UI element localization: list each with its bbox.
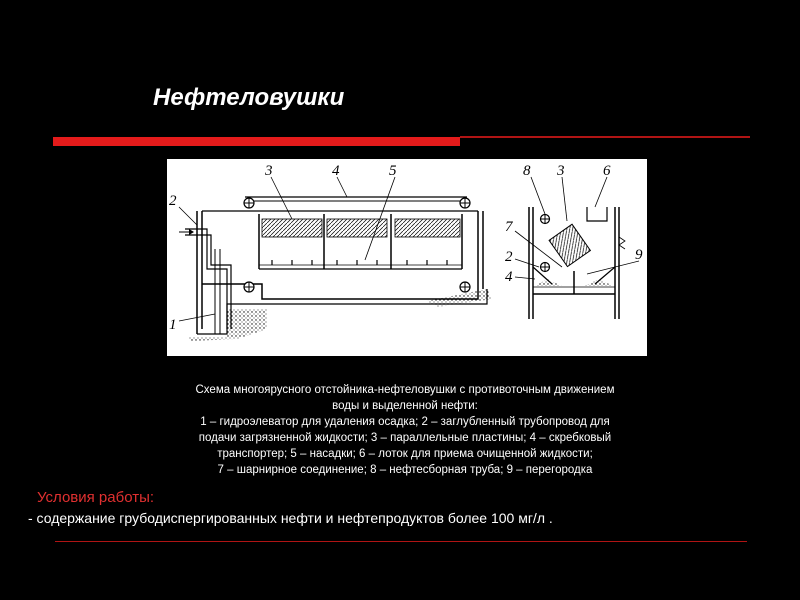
title-underline-thick (53, 137, 460, 146)
conditions-heading: Условия работы: (37, 489, 155, 506)
label-6: 6 (603, 163, 611, 179)
label-3-right: 3 (557, 163, 565, 179)
caption-line: подачи загрязненной жидкости; 3 – параллельные пластины; 4 – скребковый (198, 432, 612, 444)
bottom-divider (55, 541, 747, 542)
label-9: 9 (635, 247, 643, 263)
title-underline-thin (460, 136, 750, 138)
label-5: 5 (389, 163, 397, 179)
conditions-text: - содержание грубодиспергированных нефти и нефтепродуктов более 100 мг/л . (28, 510, 553, 526)
caption-line: Схема многоярусного отстойника-нефтеловушки с противоточным движением (195, 384, 615, 396)
slide-title: Нефтеловушки (153, 84, 345, 111)
caption-line: транспортер; 5 – насадки; 6 – лоток для приема очищенной жидкости; (217, 448, 593, 460)
label-4-right: 4 (505, 269, 513, 285)
label-4: 4 (332, 163, 340, 179)
caption-line: 1 – гидроэлеватор для удаления осадка; 2 – заглубленный трубопровод для (200, 416, 610, 428)
label-7: 7 (505, 219, 513, 235)
label-8: 8 (523, 163, 531, 179)
figure-caption (150, 382, 660, 478)
caption-line: воды и выделенной нефти: (332, 400, 478, 412)
label-2-right: 2 (505, 249, 513, 265)
oil-trap-diagram (167, 159, 647, 356)
label-1: 1 (169, 317, 177, 333)
caption-line: 7 – шарнирное соединение; 8 – нефтесборная труба; 9 – перегородка (217, 464, 593, 476)
label-3: 3 (265, 163, 273, 179)
label-2: 2 (169, 193, 177, 209)
